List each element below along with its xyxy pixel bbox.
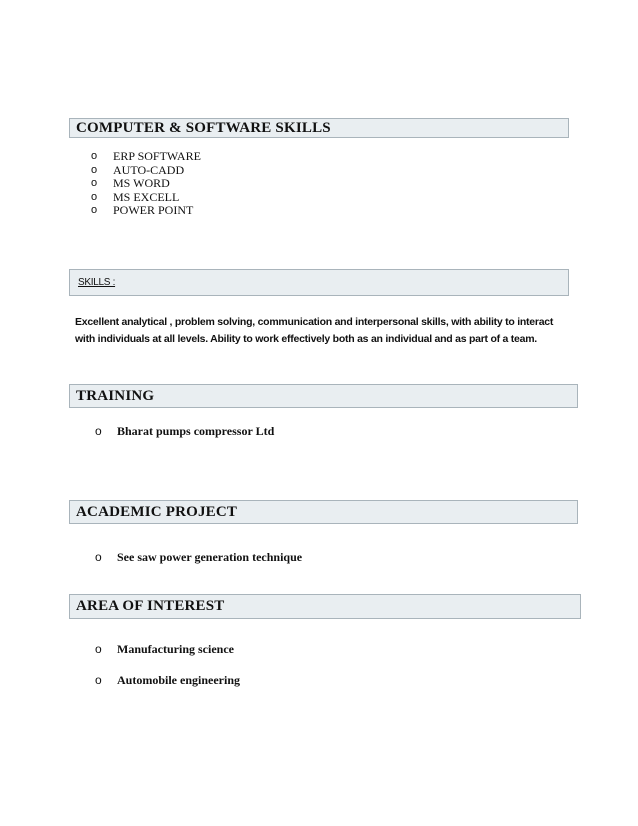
academic-project-header: [69, 500, 578, 524]
area-of-interest-title: AREA OF INTEREST: [76, 598, 225, 614]
area-of-interest-list: [95, 642, 240, 687]
bullet-icon: o: [91, 150, 98, 162]
training-list: [95, 424, 274, 438]
list-item: [95, 642, 240, 656]
list-item: [91, 204, 201, 218]
list-item: [91, 177, 201, 191]
list-item-text: ERP SOFTWARE: [113, 149, 201, 163]
academic-project-title: ACADEMIC PROJECT: [76, 503, 238, 520]
list-item: [91, 164, 201, 178]
skills-title: SKILLS :: [78, 277, 116, 288]
training-header: [69, 384, 578, 408]
area-of-interest-header: [69, 594, 581, 619]
bullet-icon: o: [95, 673, 102, 687]
bullet-icon: o: [91, 204, 98, 216]
skills-line-2: with individuals at all levels. Ability to work effectively both as an individual and as part of a team.: [75, 333, 537, 345]
list-item: [91, 150, 201, 164]
list-item-text: Manufacturing science: [117, 642, 234, 656]
bullet-icon: o: [91, 177, 98, 189]
list-item: [95, 550, 302, 564]
computer-skills-list: [91, 150, 201, 218]
list-item-text: Bharat pumps compressor Ltd: [117, 424, 275, 438]
bullet-icon: o: [91, 163, 98, 176]
list-item-text: Automobile engineering: [117, 673, 240, 687]
skills-header: [69, 269, 569, 296]
bullet-icon: o: [95, 550, 102, 564]
bullet-icon: o: [95, 642, 102, 656]
list-item-text: AUTO-CADD: [113, 162, 185, 177]
list-item: [91, 191, 201, 205]
computer-skills-title: COMPUTER & SOFTWARE SKILLS: [76, 119, 331, 136]
bullet-icon: o: [95, 424, 102, 438]
skills-line-1: Excellent analytical , problem solving, communication and interpersonal skills, with ability to interact: [75, 316, 554, 328]
list-item-text: POWER POINT: [113, 203, 194, 217]
academic-project-list: [95, 550, 302, 564]
list-item-text: MS EXCELL: [113, 189, 180, 204]
list-item: [95, 424, 274, 438]
computer-skills-header: [69, 118, 569, 138]
list-item: [95, 673, 240, 687]
skills-paragraph: [75, 314, 585, 348]
list-item-text: MS WORD: [113, 176, 170, 190]
bullet-icon: o: [91, 190, 98, 203]
training-title: TRAINING: [76, 387, 155, 404]
list-item-text: See saw power generation technique: [117, 550, 303, 564]
